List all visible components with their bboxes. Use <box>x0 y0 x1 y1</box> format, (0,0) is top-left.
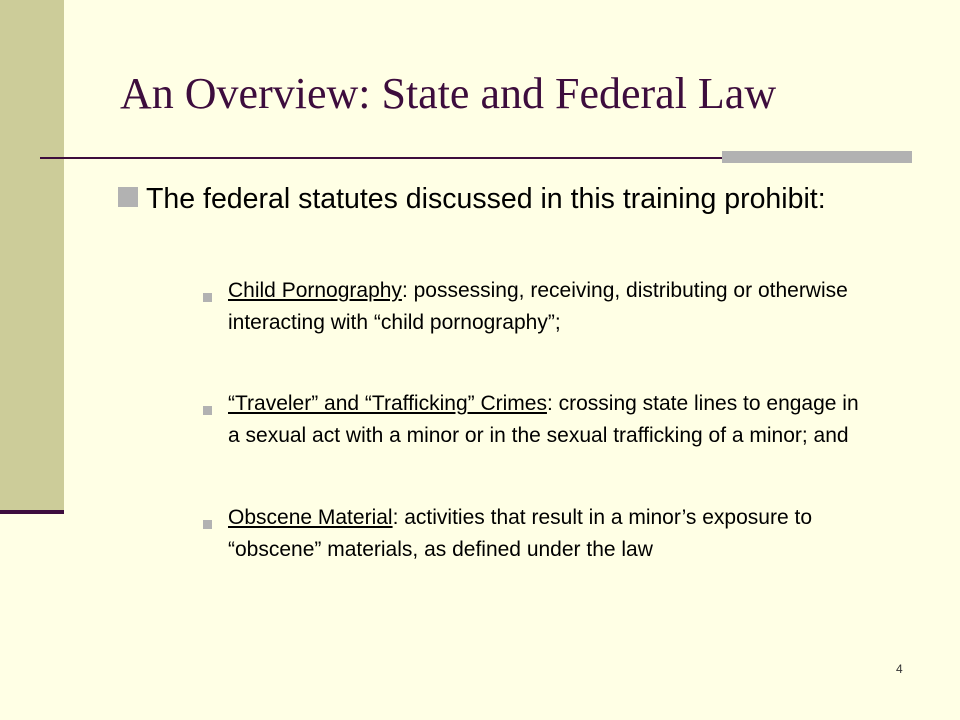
sub-bullet-child-pornography <box>228 275 868 339</box>
main-bullet-text: The federal statutes discussed in this training prohibit: <box>146 183 826 215</box>
sub-bullet-description: : activities that result in a minor’s exposure to “obscene” materials, as defined under the law <box>228 506 812 561</box>
page-number: 4 <box>896 662 903 676</box>
sub-bullet-square-icon <box>203 293 212 302</box>
sub-bullet-term: Obscene Material <box>228 506 393 529</box>
slide-title: An Overview: State and Federal Law <box>120 69 777 118</box>
main-bullet-square-icon <box>118 187 138 207</box>
sub-bullet-term: “Traveler” and “Trafficking” Crimes <box>228 392 547 415</box>
sub-bullet-square-icon <box>203 406 212 415</box>
sub-bullet-description: : crossing state lines to engage in a sexual act with a minor or in the sexual trafficking of a minor; and <box>228 392 859 447</box>
sub-bullet-description: : possessing, receiving, distributing or otherwise interacting with “child pornography”; <box>228 279 848 334</box>
sub-bullet-term: Child Pornography <box>228 279 402 302</box>
left-band-foot-line <box>0 510 64 514</box>
sub-bullet-square-icon <box>203 520 212 529</box>
sub-bullet-traveler-trafficking <box>228 388 868 452</box>
sub-bullet-obscene-material <box>228 502 868 566</box>
title-divider-accent <box>722 151 912 163</box>
left-decorative-band <box>0 0 64 512</box>
